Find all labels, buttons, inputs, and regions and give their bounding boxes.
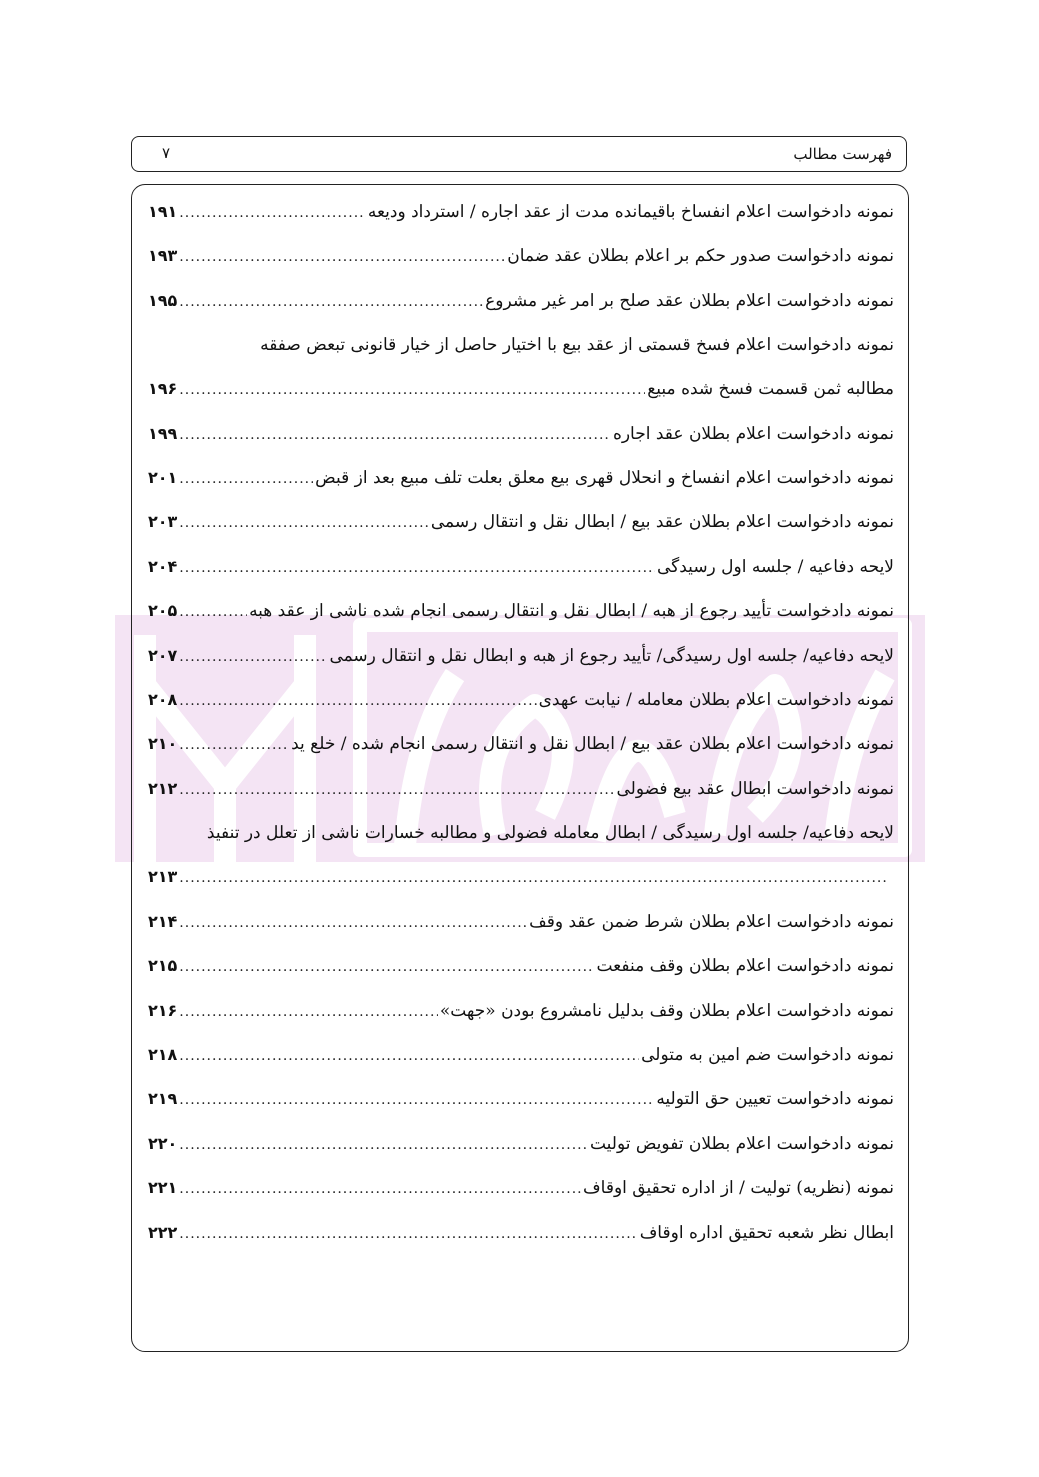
toc-entry[interactable]: [148, 507, 894, 537]
leader-dots: [179, 952, 594, 982]
toc-entry-title: نمونه دادخواست اعلام بطلان عقد بیع / ابطال نقل و انتقال رسمی: [430, 512, 894, 532]
toc-entry-page: ۲۱۴: [148, 912, 178, 931]
toc-entry[interactable]: [148, 774, 894, 804]
leader-dots: [179, 375, 645, 405]
leader-dots: [179, 1130, 588, 1160]
toc-entry[interactable]: [148, 286, 894, 316]
toc-entry[interactable]: [148, 951, 894, 981]
toc-entry-page: ۲۲۱: [148, 1178, 178, 1197]
toc-entry-page: ۲۱۳: [148, 867, 178, 886]
toc-entry-page: ۲۰۷: [148, 646, 178, 665]
toc-entry[interactable]: [148, 1129, 894, 1159]
leader-dots: [179, 775, 614, 805]
toc-entry-title: مطالبه ثمن قسمت فسخ شده مبیع: [647, 379, 894, 399]
toc-entry-page: ۲۱۲: [148, 779, 178, 798]
toc-entry-page: ۱۹۶: [148, 379, 178, 398]
toc-entry[interactable]: [148, 330, 894, 360]
toc-entry-title: نمونه دادخواست صدور حکم بر اعلام بطلان عقد ضمان: [507, 246, 894, 266]
toc-entry-page: ۱۹۵: [148, 291, 178, 310]
toc-entry-page: ۱۹۱: [148, 202, 178, 221]
toc-entry-title: نمونه دادخواست اعلام فسخ قسمتی از عقد بیع با اختیار حاصل از خیار قانونی تبعض صفقه: [260, 335, 894, 355]
toc-entry-title: نمونه دادخواست اعلام بطلان عقد بیع / ابطال نقل و انتقال رسمی انجام شده / خلع ید: [291, 734, 894, 754]
toc-entry[interactable]: [148, 1084, 894, 1114]
toc-entry[interactable]: [148, 241, 894, 271]
toc-entry[interactable]: [148, 641, 894, 671]
leader-dots: [179, 1041, 639, 1071]
leader-dots: [179, 508, 429, 538]
toc-entry-page: ۲۰۱: [148, 468, 178, 487]
leader-dots: [179, 198, 366, 228]
toc-entry[interactable]: [148, 1173, 894, 1203]
toc-entry-title: نمونه دادخواست ضم امین به متولی: [641, 1045, 894, 1065]
toc-entry[interactable]: [148, 1218, 894, 1248]
toc-entry[interactable]: [148, 552, 894, 582]
toc-entry-title: نمونه دادخواست اعلام بطلان عقد اجاره: [612, 424, 894, 444]
toc-entry-title: نمونه دادخواست اعلام بطلان وقف منفعت: [596, 956, 894, 976]
toc-entry[interactable]: [148, 729, 894, 759]
toc-entry-title: نمونه دادخواست ابطال عقد بیع فضولی: [616, 779, 894, 799]
leader-dots: [179, 1085, 654, 1115]
leader-dots: [179, 642, 327, 672]
toc-entry-title: نمونه (نظریه) تولیت / از اداره تحقیق اوقاف: [583, 1178, 894, 1198]
leader-dots: [179, 1219, 637, 1249]
toc-entry-title: نمونه دادخواست تأیید رجوع از هبه / ابطال نقل و انتقال رسمی انجام شده ناشی از عقد هبه: [249, 601, 894, 621]
toc-entry-page: ۲۰۳: [148, 512, 178, 531]
toc-entry-page: ۱۹۳: [148, 246, 178, 265]
toc-entry-page: ۲۱۵: [148, 956, 178, 975]
toc-entry-title: نمونه دادخواست تعیین حق التولیه: [656, 1089, 894, 1109]
toc-entry-title: ابطال نظر شعبه تحقیق اداره اوقاف: [639, 1223, 894, 1243]
toc-entry[interactable]: [148, 374, 894, 404]
leader-dots: [179, 597, 247, 627]
toc-entry-page: ۱۹۹: [148, 424, 178, 443]
leader-dots: [179, 553, 655, 583]
leader-dots: [179, 1174, 581, 1204]
toc-entry-title: نمونه دادخواست اعلام انفساخ و انحلال قهری بیع معلق بعلت تلف مبیع بعد از قبض: [315, 468, 894, 488]
toc-entry[interactable]: [148, 862, 888, 892]
toc-entry-title: نمونه دادخواست اعلام بطلان وقف بدلیل نامشروع بودن «جهت»: [439, 1001, 894, 1021]
toc-entry[interactable]: [148, 419, 894, 449]
toc-entry-title: نمونه دادخواست اعلام بطلان معامله / نیابت عهدی: [538, 690, 894, 710]
toc-entry-page: ۲۰۸: [148, 690, 178, 709]
toc-entry-page: ۲۲۲: [148, 1223, 178, 1242]
toc-entry-title: لایحه دفاعیه/ جلسه اول رسیدگی/ تأیید رجوع از هبه و ابطال نقل و انتقال رسمی: [329, 646, 894, 666]
toc-entry-title: نمونه دادخواست اعلام بطلان عقد صلح بر امر غیر مشروع: [485, 291, 894, 311]
leader-dots: [179, 686, 536, 716]
toc-entry-title: نمونه دادخواست اعلام بطلان تفویض تولیت: [589, 1134, 894, 1154]
header-title: فهرست مطالب: [793, 145, 892, 163]
toc-entry[interactable]: [148, 1040, 894, 1070]
toc-entry-title: نمونه دادخواست اعلام انفساخ باقیمانده مدت از عقد اجاره / استرداد ودیعه: [367, 202, 894, 222]
leader-dots: [179, 464, 313, 494]
leader-dots: [179, 730, 289, 760]
toc-entry-page: ۲۰۴: [148, 557, 178, 576]
toc-entry-page: ۲۱۶: [148, 1001, 178, 1020]
toc-entry[interactable]: [148, 463, 894, 493]
leader-dots: [179, 420, 611, 450]
header-page-number: ۷: [162, 144, 171, 162]
toc-entry-title: نمونه دادخواست اعلام بطلان شرط ضمن عقد وقف: [529, 912, 894, 932]
leader-dots: [179, 287, 483, 317]
toc-entry-page: ۲۱۹: [148, 1089, 178, 1108]
toc-entry[interactable]: [148, 907, 894, 937]
toc-entry[interactable]: [148, 996, 894, 1026]
toc-entry[interactable]: [148, 197, 894, 227]
leader-dots: [179, 997, 438, 1027]
leader-dots: [179, 242, 505, 272]
toc-entry[interactable]: [148, 818, 894, 848]
toc-entry[interactable]: [148, 596, 894, 626]
toc-entry[interactable]: [148, 685, 894, 715]
toc-entry-page: ۲۱۸: [148, 1045, 178, 1064]
toc-entry-page: ۲۰۵: [148, 601, 178, 620]
toc-entry-page: ۲۲۰: [148, 1134, 178, 1153]
toc-entry-title: لایحه دفاعیه / جلسه اول رسیدگی: [657, 557, 894, 577]
toc-entry-page: ۲۱۰: [148, 734, 178, 753]
page-header: [131, 136, 907, 172]
leader-dots: [179, 863, 886, 893]
leader-dots: [179, 908, 527, 938]
toc-entry-title: لایحه دفاعیه/ جلسه اول رسیدگی / ابطال معامله فضولی و مطالبه خسارات ناشی از تعلل در تنفیذ: [206, 823, 894, 843]
